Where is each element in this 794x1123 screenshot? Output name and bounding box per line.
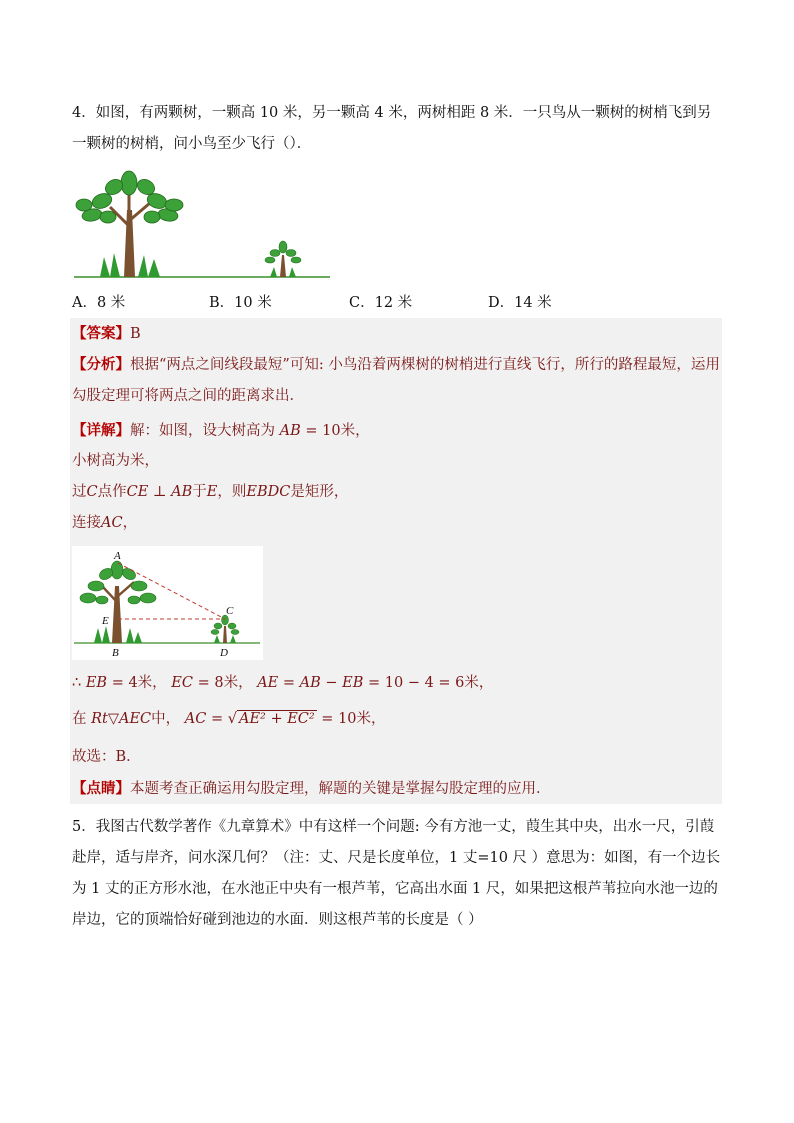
detail-tag: 【详解】 [72, 422, 130, 439]
answer-value: B [130, 326, 141, 342]
math-ac: AC [184, 711, 207, 727]
detail-text: 解：如图，设大树高为 [130, 423, 280, 439]
math-e: E [206, 484, 218, 500]
label-b: B [112, 647, 119, 659]
labeled-trees-figure [72, 546, 263, 660]
answer-line [72, 318, 722, 350]
therefore-symbol: ∴ [72, 675, 86, 691]
detail-text: ， [122, 515, 138, 531]
calc-text: = 8米， [192, 675, 258, 691]
detail-text: ，则 [217, 484, 247, 500]
math-ec: EC [171, 675, 193, 691]
detail-line-4 [72, 508, 722, 539]
math-c: C [86, 484, 98, 500]
detail-line-1 [72, 415, 722, 447]
detail-text: 连接 [72, 515, 101, 531]
choice-line: 故选：B． [72, 749, 141, 765]
option-a[interactable]: A．8 米 [72, 295, 126, 311]
math-ac: AC [101, 515, 123, 531]
math-radicand: AE² + EC² [238, 711, 315, 727]
math-ab: AB [299, 675, 321, 691]
label-c: C [226, 605, 234, 617]
calc-text: = [206, 711, 228, 727]
detail-text: 点作 [97, 484, 127, 500]
calc-text: 中， [151, 711, 185, 727]
detail-line-3 [72, 477, 722, 508]
math-ebdc: EBDC [246, 484, 291, 500]
math-ab: AB [279, 423, 301, 439]
math-ce-perp-ab: CE ⊥ AB [126, 484, 193, 500]
question-4-text: 4．如图，有两颗树，一颗高 10 米，另一颗高 4 米，两树相距 8 米．一只鸟从一颗树的树梢飞到另一颗树的树梢，问小鸟至少飞行（）． [72, 105, 712, 152]
question-4-options [72, 287, 722, 315]
label-d: D [220, 647, 228, 659]
math-eb: EB [85, 675, 108, 691]
two-trees-figure [72, 165, 334, 283]
calc-text: = 10 − 4 = 6米， [363, 675, 494, 691]
label-a: A [114, 550, 121, 562]
detail-text: 过 [72, 484, 87, 500]
comment-tag: 【点睛】 [72, 780, 130, 797]
calc-line-1 [72, 668, 722, 699]
calc-text: = 10米， [316, 711, 386, 727]
question-5-text: 5．我图古代数学著作《九章算术》中有这样一个问题: 今有方池一丈，葭生其中央，出水一尺，引葭赴岸，适与岸齐，问水深几何？（注：丈、尺是长度单位，1 丈=10 尺 ）意思为：如图，有一个边长为 1 丈的正方形水池，在水池正中央有一根芦苇，它高出水面 1 尺，如果把这根芦苇拉向水池一边的岸边，它的顶端恰好碰到池边的水面．则这根芦苇的长度是（ ） [72, 819, 721, 928]
answer-tag: 【答案】 [72, 325, 130, 342]
calc-text: = 4米， [107, 675, 172, 691]
option-c[interactable]: C．12 米 [349, 295, 413, 311]
sqrt-icon: √ [227, 711, 237, 727]
analysis-text: 根据“两点之间线段最短”可知: 小鸟沿着两棵树的树梢进行直线飞行，所行的路程最短，运用勾股定理可将两点之间的距离求出． [72, 357, 720, 404]
comment-text: 本题考查正确运用勾股定理，解题的关键是掌握勾股定理的应用． [130, 781, 551, 797]
analysis-tag: 【分析】 [72, 356, 130, 373]
calc-text: − [320, 675, 343, 691]
math-right-triangle: Rt▽AEC [91, 711, 152, 727]
detail-text: 是矩形， [290, 484, 349, 500]
calc-text: 在 [72, 711, 92, 727]
detail-line-2: 小树高为米， [72, 453, 159, 469]
detail-text: = 10米， [300, 423, 370, 439]
math-eb: EB [342, 675, 364, 691]
calc-text: = [278, 675, 300, 691]
comment-line [72, 773, 722, 805]
option-d[interactable]: D．14 米 [488, 295, 552, 311]
analysis-paragraph [72, 349, 722, 412]
math-ae: AE [257, 675, 279, 691]
option-b[interactable]: B．10 米 [209, 295, 272, 311]
calc-line-2 [72, 704, 722, 735]
label-e: E [102, 615, 109, 627]
detail-text: 于 [192, 484, 207, 500]
